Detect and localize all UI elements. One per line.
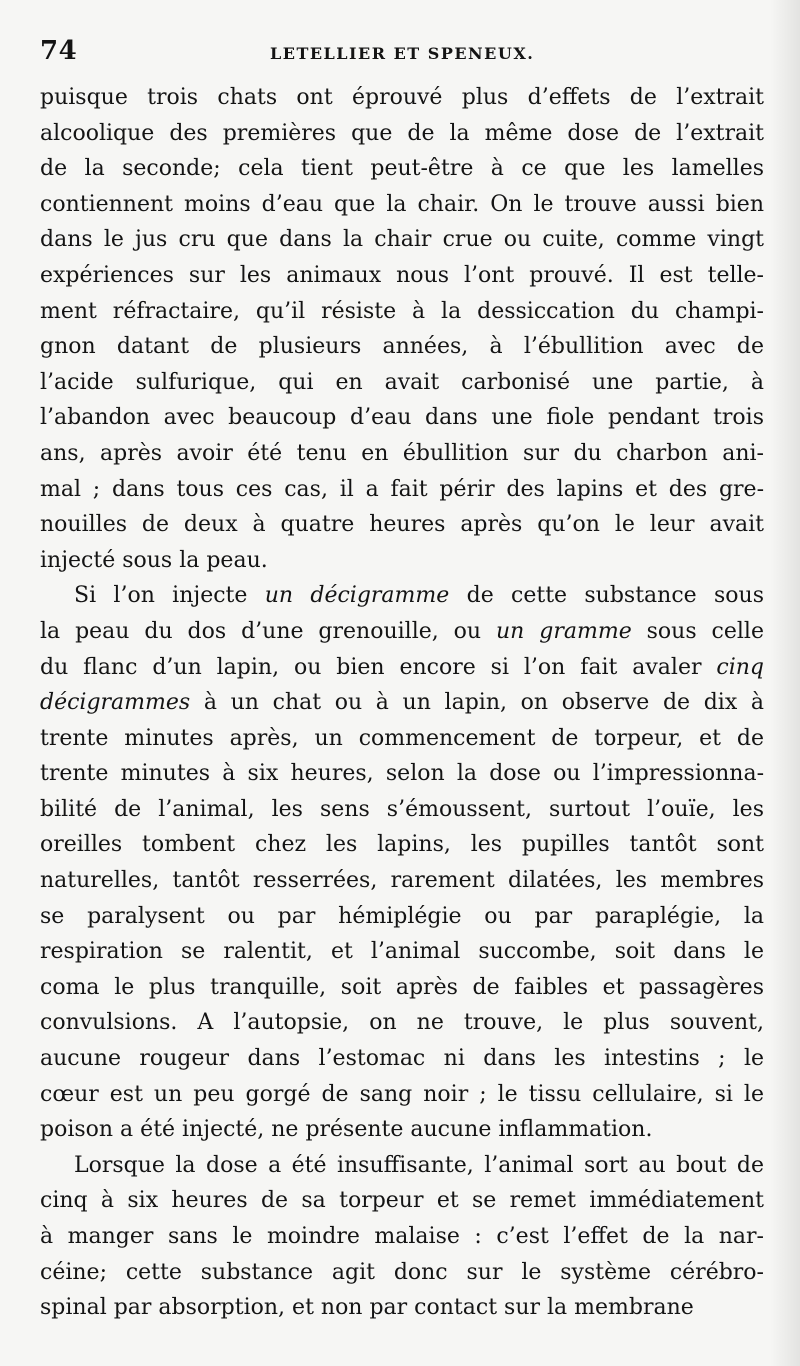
text-line — [40, 365, 764, 401]
text-segment: puisque trois chats ont éprouvé plus d’effets de l’extrait — [40, 85, 764, 110]
text-line — [40, 1255, 764, 1291]
text-line — [40, 1077, 764, 1113]
text-line — [40, 899, 764, 935]
text-segment: trente minutes après, un commencement de torpeur, et de — [40, 725, 764, 751]
text-segment: Si l’on injecte — [74, 583, 265, 609]
text-segment: dans le jus cru que dans la chair crue ou cuite, comme vingt — [40, 227, 764, 253]
italic-text: cinq — [716, 654, 764, 680]
text-line — [40, 970, 764, 1006]
page-header — [40, 36, 760, 70]
text-segment: sous celle — [631, 618, 764, 644]
text-line — [40, 614, 764, 650]
text-segment: injecté sous la peau. — [40, 547, 268, 573]
text-line — [40, 80, 764, 116]
text-line — [40, 1041, 764, 1077]
text-line — [40, 1005, 764, 1041]
text-segment: gnon datant de plusieurs années, à l’ébullition avec de — [40, 334, 764, 360]
text-segment: la peau du dos d’une grenouille, ou — [40, 618, 496, 644]
text-line — [40, 863, 764, 899]
text-line — [40, 578, 764, 614]
paragraph — [40, 578, 764, 1148]
text-segment: cinq à six heures de sa torpeur et se remet immédiatement — [40, 1188, 764, 1214]
page-number: 74 — [40, 36, 78, 66]
text-segment: spinal par absorption, et non par contact sur la membrane — [40, 1295, 694, 1321]
text-segment: l’abandon avec beaucoup d’eau dans une fiole pendant trois — [40, 405, 764, 431]
text-line — [40, 685, 764, 721]
text-segment: naturelles, tantôt resserrées, rarement dilatées, les membres — [40, 868, 764, 894]
text-line — [40, 721, 764, 757]
text-segment: aucune rougeur dans l’estomac ni dans les intestins ; le — [40, 1046, 764, 1072]
text-segment: de cette substance sous — [449, 583, 764, 609]
text-line — [40, 116, 764, 152]
text-segment: oreilles tombent chez les lapins, les pupilles tantôt sont — [40, 832, 764, 858]
text-line — [40, 827, 764, 863]
text-segment: contiennent moins d’eau que la chair. On le trouve aussi bien — [40, 191, 764, 217]
text-line — [40, 294, 764, 330]
text-line — [40, 329, 764, 365]
body-text — [40, 80, 764, 1326]
text-line — [40, 543, 764, 579]
text-segment: respiration se ralentit, et l’animal succombe, soit dans le — [40, 939, 764, 965]
text-segment: coma le plus tranquille, soit après de faibles et passagères — [40, 974, 764, 1000]
text-segment: poison a été injecté, ne présente aucune inflammation. — [40, 1117, 653, 1143]
text-segment: nouilles de deux à quatre heures après qu’on le leur avait — [40, 512, 764, 538]
text-line — [40, 1183, 764, 1219]
text-segment: bilité de l’animal, les sens s’émoussent, surtout l’ouïe, les — [40, 796, 764, 822]
text-line — [40, 1148, 764, 1184]
text-segment: cœur est un peu gorgé de sang noir ; le tissu cellulaire, si le — [40, 1081, 764, 1107]
italic-text: décigrammes — [40, 690, 191, 716]
paragraph — [40, 1148, 764, 1326]
text-line — [40, 1290, 764, 1326]
text-segment: mal ; dans tous ces cas, il a fait périr des lapins et des gre- — [40, 476, 764, 502]
text-line — [40, 187, 764, 223]
text-segment: trente minutes à six heures, selon la dose ou l’impressionna- — [40, 761, 764, 787]
text-segment: se paralysent ou par hémiplégie ou par paraplégie, la — [40, 903, 764, 929]
text-segment: ment réfractaire, qu’il résiste à la dessiccation du champi- — [40, 298, 764, 324]
text-segment: ans, après avoir été tenu en ébullition sur du charbon ani- — [40, 440, 764, 466]
italic-text: un gramme — [496, 618, 632, 644]
text-segment: l’acide sulfurique, qui en avait carbonisé une partie, à — [40, 369, 764, 395]
text-segment: du flanc d’un lapin, ou bien encore si l’on fait avaler — [40, 654, 717, 680]
text-line — [40, 650, 764, 686]
text-line — [40, 1219, 764, 1255]
text-segment: céine; cette substance agit donc sur le système cérébro- — [40, 1259, 764, 1285]
paragraph — [40, 80, 764, 578]
text-segment: expériences sur les animaux nous l’ont prouvé. Il est telle- — [40, 262, 764, 288]
text-line — [40, 756, 764, 792]
running-head: LETELLIER ET SPENEUX. — [270, 44, 535, 63]
text-line — [40, 400, 764, 436]
italic-text: un décigramme — [264, 583, 450, 609]
text-segment: alcoolique des premières que de la même dose de l’extrait — [40, 120, 764, 146]
text-line — [40, 934, 764, 970]
text-segment: Lorsque la dose a été insuffisante, l’animal sort au bout de — [74, 1152, 764, 1178]
text-line — [40, 436, 764, 472]
text-line — [40, 222, 764, 258]
text-line — [40, 792, 764, 828]
text-segment: convulsions. A l’autopsie, on ne trouve, le plus souvent, — [40, 1010, 764, 1036]
text-line — [40, 507, 764, 543]
text-line — [40, 472, 764, 508]
text-segment: à un chat ou à un lapin, on observe de dix à — [190, 690, 764, 716]
text-line — [40, 258, 764, 294]
scan-shadow — [770, 0, 800, 1366]
text-line — [40, 151, 764, 187]
text-line — [40, 1112, 764, 1148]
text-segment: à manger sans le moindre malaise : c’est l’effet de la nar- — [40, 1224, 764, 1249]
text-segment: de la seconde; cela tient peut-être à ce que les lamelles — [40, 156, 764, 182]
